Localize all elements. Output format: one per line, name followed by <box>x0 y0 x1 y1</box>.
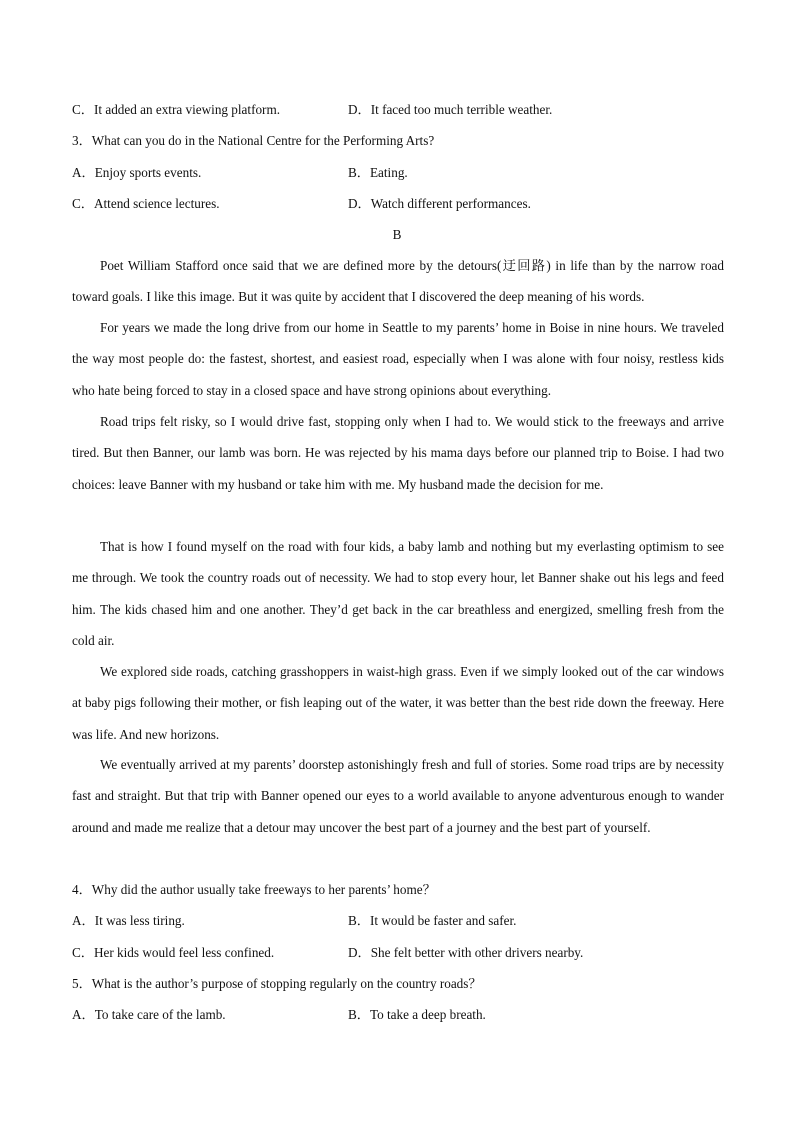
q3-option-b: B．Eating. <box>348 165 408 180</box>
q4-question: 4．Why did the author usually take freeways to her parents’ home？ <box>72 882 436 897</box>
passage-paragraph-3: Road trips felt risky, so I would drive fast, stopping only when I had to. We would stick to the freeways and arrive tired. But then Banner, our lamb was born. He was rejected by his mama days before our planned trip to Boise. I had two choices: leave Banner with my husband or take him with me. My husband made the decision for me. <box>72 414 724 492</box>
q4-option-d: D．She felt better with other drivers nearby. <box>348 945 584 960</box>
q5-option-a: A．To take care of the lamb. <box>72 1007 226 1022</box>
q3-option-d: D．Watch different performances. <box>348 196 531 211</box>
section-label: B <box>392 227 402 242</box>
q3-option-a: A．Enjoy sports events. <box>72 165 202 180</box>
q5-question: 5．What is the author’s purpose of stopping regularly on the country roads？ <box>72 976 482 991</box>
q2-option-d: D．It faced too much terrible weather. <box>348 102 553 117</box>
q5-option-b: B．To take a deep breath. <box>348 1007 486 1022</box>
q3-question: 3．What can you do in the National Centre for the Performing Arts? <box>72 133 435 148</box>
q4-option-c: C．Her kids would feel less confined. <box>72 945 275 960</box>
q2-option-c: C．It added an extra viewing platform. <box>72 102 281 117</box>
q4-option-b: B．It would be faster and safer. <box>348 913 517 928</box>
passage-paragraph-2: For years we made the long drive from our home in Seattle to my parents’ home in Boise in nine hours. We traveled the way most people do: the fastest, shortest, and easiest road, especially when I was alone with four noisy, restless kids who hate being forced to stay in a closed space and have strong opinions about everything. <box>72 320 724 398</box>
passage-paragraph-6: We eventually arrived at my parents’ doorstep astonishingly fresh and full of stories. Some road trips are by necessity fast and straight. But that trip with Banner opened our eyes to a world available to anyone adventurous enough to wander around and made me realize that a detour may uncover the best part of a journey and the best part of yourself. <box>72 757 724 835</box>
passage-paragraph-5: We explored side roads, catching grasshoppers in waist-high grass. Even if we simply looked out of the car windows at baby pigs following their mother, or fish leaping out of the water, it was better than the best ride down the freeway. Here was life. And new horizons. <box>72 664 724 742</box>
q3-option-c: C．Attend science lectures. <box>72 196 220 211</box>
passage-paragraph-1: Poet William Stafford once said that we are defined more by the detours(迂回路) in life than by the narrow road toward goals. I like this image. But it was quite by accident that I discovered the deep meaning of his words. <box>72 258 724 305</box>
q4-option-a: A．It was less tiring. <box>72 913 185 928</box>
passage-paragraph-4: That is how I found myself on the road with four kids, a baby lamb and nothing but my everlasting optimism to see me through. We took the country roads out of necessity. We had to stop every hour, let Banner shake out his legs and feed him. The kids chased him and one another. They’d get back in the car breathless and energized, smelling fresh from the cold air. <box>72 539 724 648</box>
